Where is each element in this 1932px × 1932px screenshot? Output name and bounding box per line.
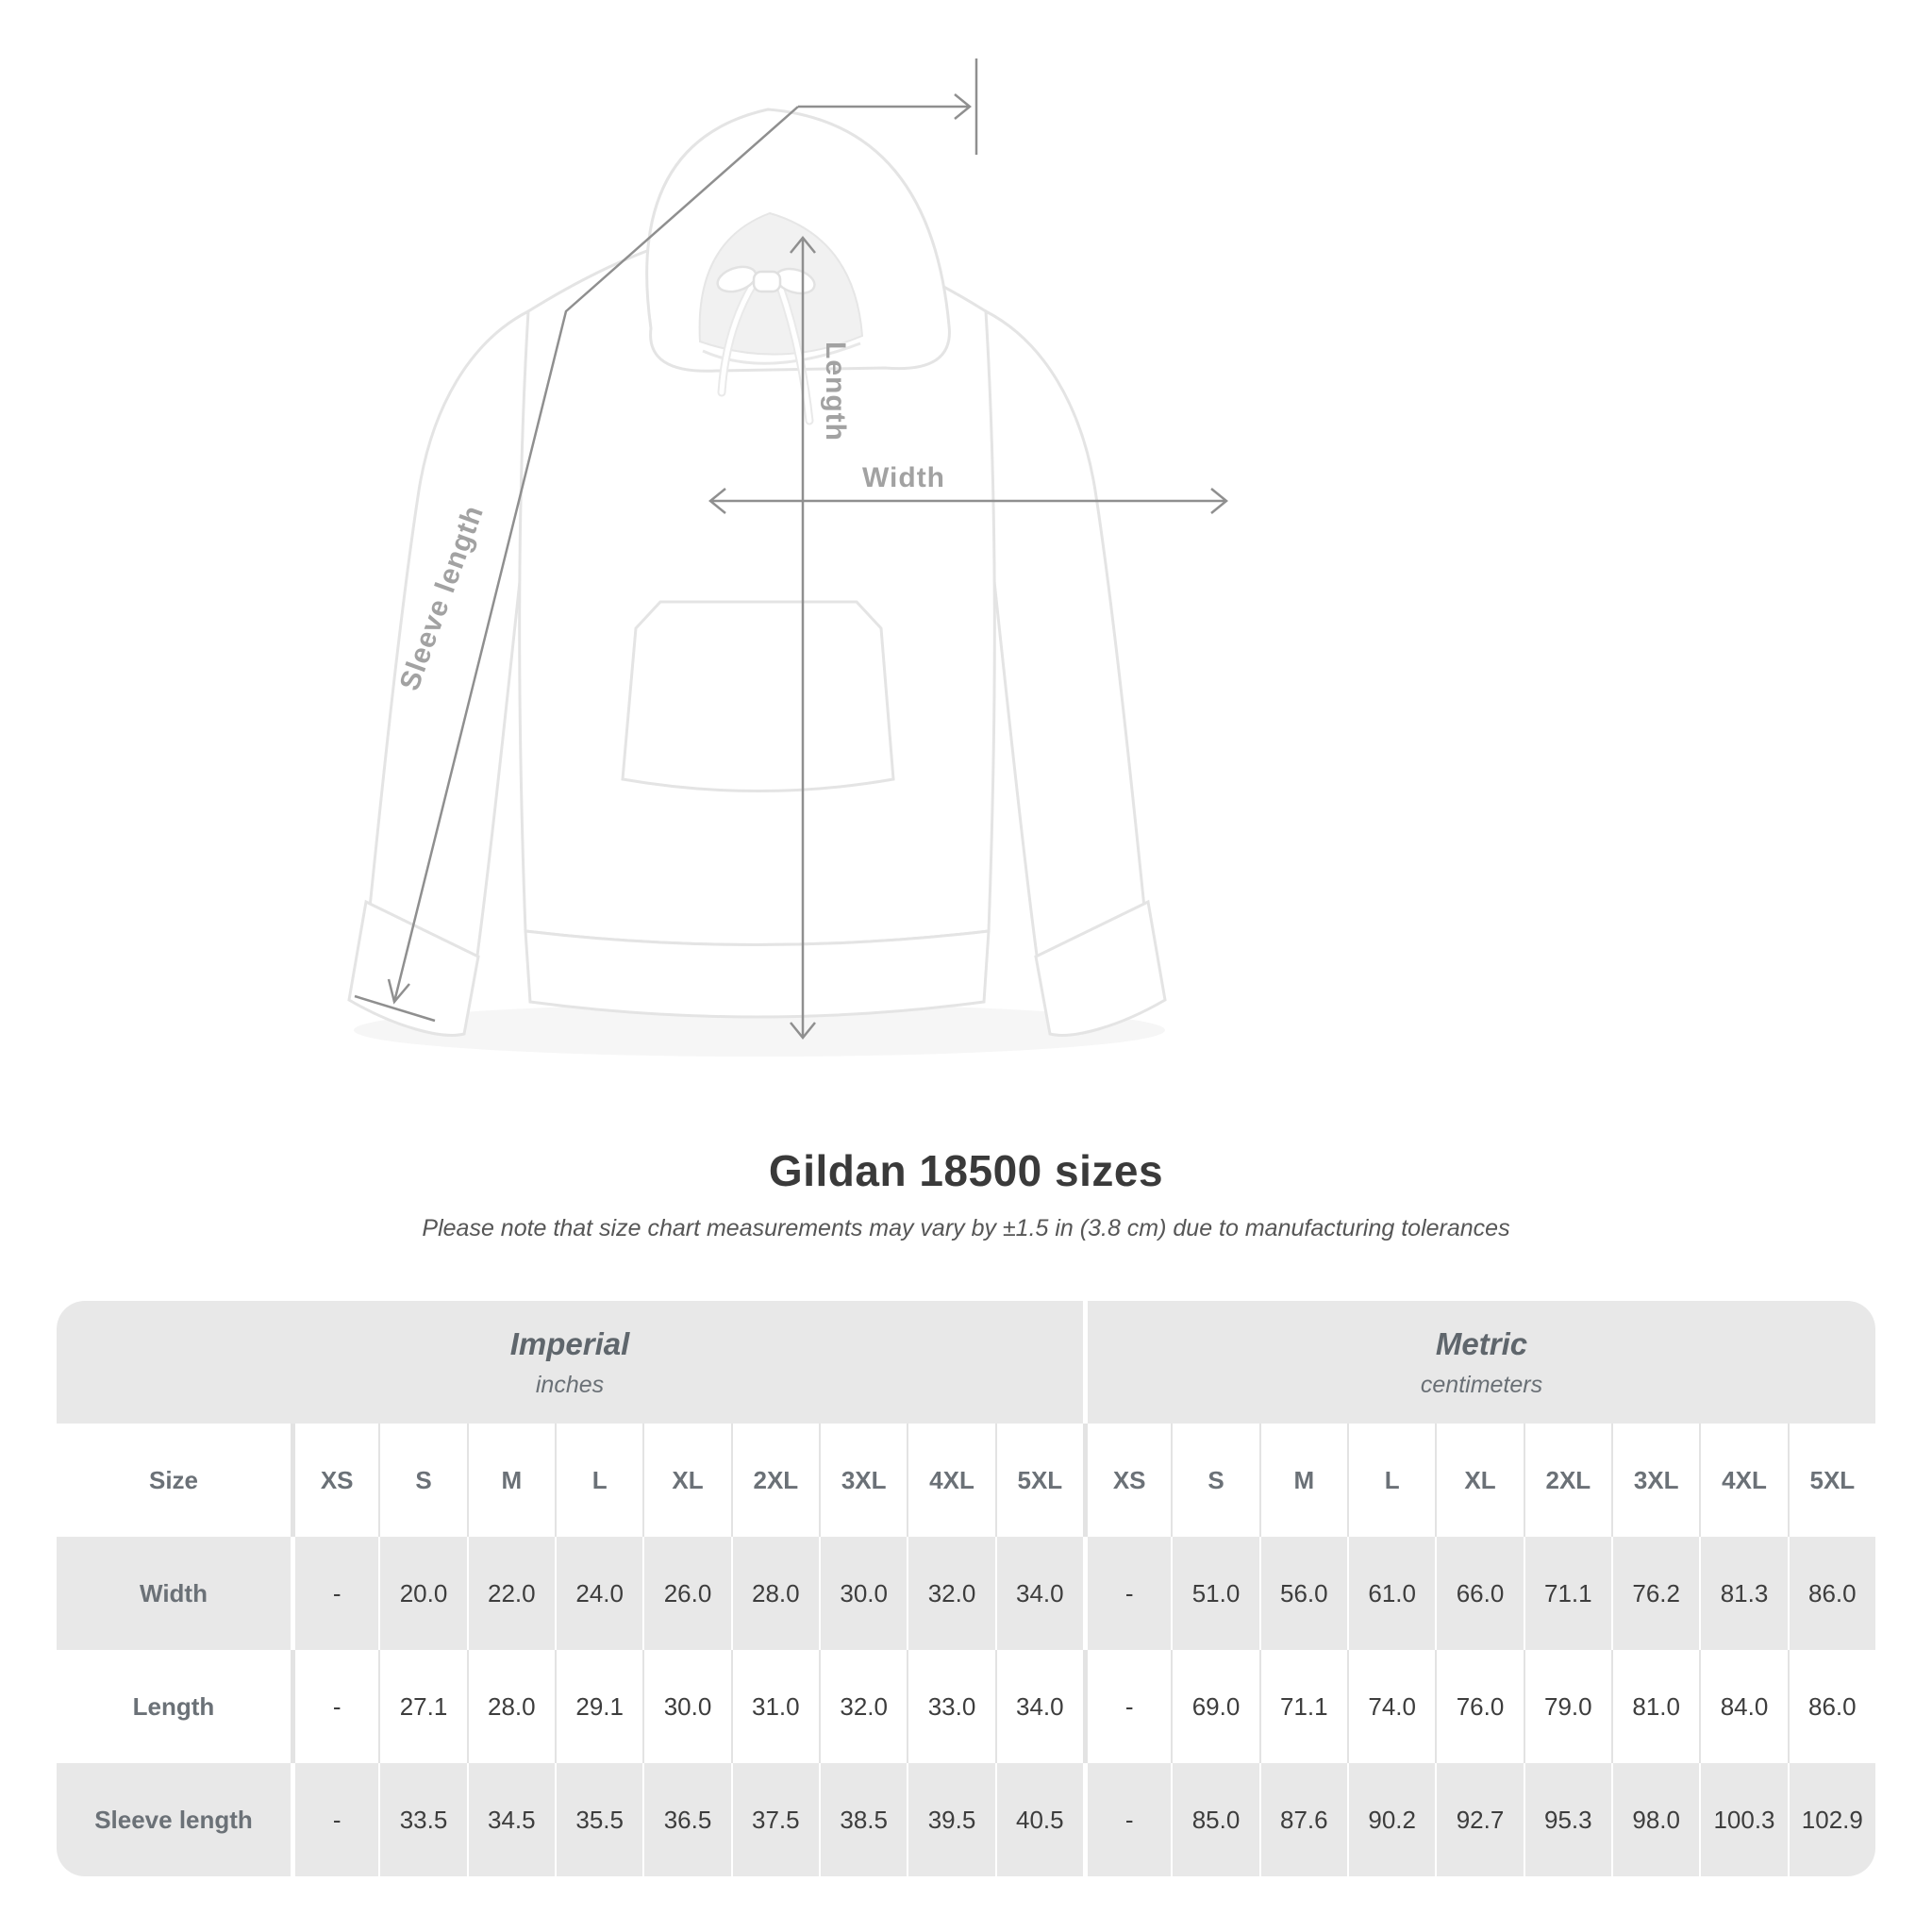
page-subtitle: Please note that size chart measurements may vary by ±1.5 in (3.8 cm) due to manufacturing tolerances: [422, 1215, 1510, 1241]
value-cell: 32.0: [907, 1537, 994, 1650]
size-cell: M: [467, 1424, 555, 1537]
value-cell: 81.3: [1699, 1537, 1787, 1650]
value-cell: 102.9: [1788, 1763, 1875, 1876]
value-cell: 30.0: [819, 1537, 907, 1650]
value-cell: 30.0: [642, 1650, 730, 1763]
size-cell: XL: [1435, 1424, 1523, 1537]
value-cell: 66.0: [1435, 1537, 1523, 1650]
value-cell: 24.0: [555, 1537, 642, 1650]
value-cell: 86.0: [1788, 1537, 1875, 1650]
size-cell: 3XL: [1611, 1424, 1699, 1537]
value-cell: -: [1083, 1537, 1171, 1650]
value-cell: 33.0: [907, 1650, 994, 1763]
value-cell: 22.0: [467, 1537, 555, 1650]
value-cell: 34.0: [995, 1650, 1083, 1763]
value-cell: 90.2: [1347, 1763, 1435, 1876]
size-header-row: [57, 1424, 1875, 1537]
size-cell: L: [1347, 1424, 1435, 1537]
value-cell: 20.0: [378, 1537, 466, 1650]
value-cell: 40.5: [995, 1763, 1083, 1876]
imperial-title: Imperial: [509, 1325, 630, 1361]
value-cell: 86.0: [1788, 1650, 1875, 1763]
value-cell: -: [291, 1763, 378, 1876]
size-cell: XS: [1083, 1424, 1171, 1537]
sleeve-length-row: [57, 1763, 1875, 1876]
value-cell: 79.0: [1524, 1650, 1611, 1763]
unit-header-band: [57, 1301, 1875, 1424]
value-cell: 85.0: [1171, 1763, 1258, 1876]
size-cell: 4XL: [907, 1424, 994, 1537]
row-label: Length: [57, 1650, 291, 1763]
value-cell: 51.0: [1171, 1537, 1258, 1650]
value-cell: 56.0: [1259, 1537, 1347, 1650]
value-cell: 37.5: [731, 1763, 819, 1876]
hoodie-illustration: [349, 109, 1165, 1057]
metric-title: Metric: [1435, 1325, 1528, 1361]
value-cell: 69.0: [1171, 1650, 1258, 1763]
imperial-header: [57, 1301, 1083, 1424]
size-cell: S: [1171, 1424, 1258, 1537]
value-cell: 32.0: [819, 1650, 907, 1763]
title-block: [0, 1145, 1932, 1242]
value-cell: 81.0: [1611, 1650, 1699, 1763]
value-cell: 76.0: [1435, 1650, 1523, 1763]
value-cell: 29.1: [555, 1650, 642, 1763]
value-cell: 74.0: [1347, 1650, 1435, 1763]
value-cell: 84.0: [1699, 1650, 1787, 1763]
value-cell: 92.7: [1435, 1763, 1523, 1876]
size-cell: 4XL: [1699, 1424, 1787, 1537]
size-cell: L: [555, 1424, 642, 1537]
value-cell: 38.5: [819, 1763, 907, 1876]
value-cell: 95.3: [1524, 1763, 1611, 1876]
imperial-subtitle: inches: [535, 1371, 605, 1398]
size-cell: 2XL: [731, 1424, 819, 1537]
value-cell: 76.2: [1611, 1537, 1699, 1650]
size-cell: XS: [291, 1424, 378, 1537]
value-cell: -: [291, 1537, 378, 1650]
value-cell: 71.1: [1259, 1650, 1347, 1763]
value-cell: -: [291, 1650, 378, 1763]
value-cell: 35.5: [555, 1763, 642, 1876]
value-cell: 71.1: [1524, 1537, 1611, 1650]
size-cell: 2XL: [1524, 1424, 1611, 1537]
value-cell: 87.6: [1259, 1763, 1347, 1876]
value-cell: 27.1: [378, 1650, 466, 1763]
value-cell: 31.0: [731, 1650, 819, 1763]
value-cell: 34.0: [995, 1537, 1083, 1650]
size-cell: 5XL: [995, 1424, 1083, 1537]
value-cell: 28.0: [731, 1537, 819, 1650]
row-label: Sleeve length: [57, 1763, 291, 1876]
length-row: [57, 1650, 1875, 1763]
size-cell: 5XL: [1788, 1424, 1875, 1537]
value-cell: 98.0: [1611, 1763, 1699, 1876]
metric-subtitle: centimeters: [1420, 1371, 1543, 1398]
size-cell: M: [1259, 1424, 1347, 1537]
size-cell: XL: [642, 1424, 730, 1537]
value-cell: 100.3: [1699, 1763, 1787, 1876]
value-cell: 28.0: [467, 1650, 555, 1763]
value-cell: 39.5: [907, 1763, 994, 1876]
size-cell: 3XL: [819, 1424, 907, 1537]
diagram-label-width: Width: [861, 462, 946, 493]
value-cell: 33.5: [378, 1763, 466, 1876]
page-title: Gildan 18500 sizes: [768, 1146, 1164, 1195]
value-cell: 36.5: [642, 1763, 730, 1876]
value-cell: -: [1083, 1650, 1171, 1763]
value-cell: 61.0: [1347, 1537, 1435, 1650]
diagram-label-length: Length: [820, 341, 851, 441]
size-cell: S: [378, 1424, 466, 1537]
width-row: [57, 1537, 1875, 1650]
size-table: [57, 1301, 1875, 1876]
metric-header: [1083, 1301, 1875, 1424]
value-cell: -: [1083, 1763, 1171, 1876]
row-label: Width: [57, 1537, 291, 1650]
diagram-label-sleeve-length: Sleeve length: [393, 501, 491, 695]
size-column-header: Size: [57, 1424, 291, 1537]
value-cell: 34.5: [467, 1763, 555, 1876]
value-cell: 26.0: [642, 1537, 730, 1650]
